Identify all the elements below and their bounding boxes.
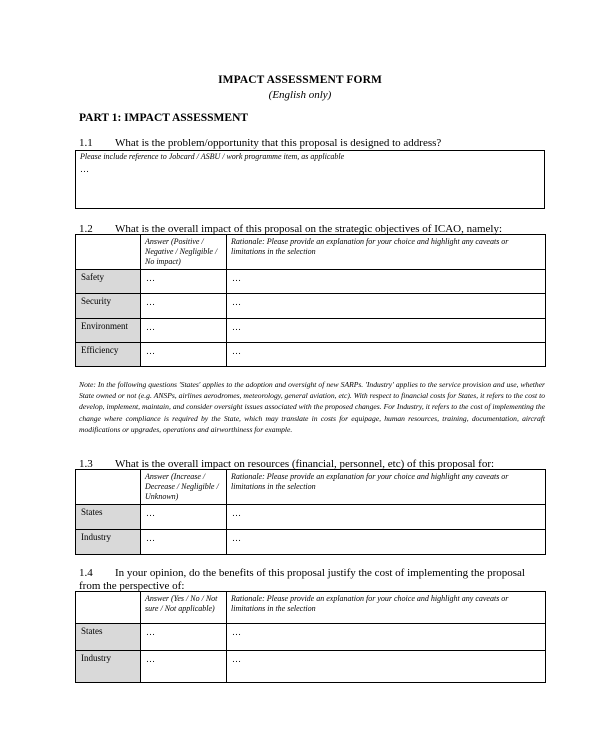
rationale-cell[interactable]: … — [227, 505, 546, 530]
table-row — [76, 624, 546, 651]
answer-cell[interactable]: … — [141, 343, 227, 367]
question-1-3-table — [75, 469, 546, 555]
table-row — [76, 343, 546, 367]
column-header-rationale: Rationale: Please provide an explanation for your choice and highlight any caveats or limitations in the selection — [227, 470, 546, 505]
row-label-security: Security — [76, 294, 141, 319]
form-subtitle: (English only) — [268, 89, 332, 101]
question-1-1-number: 1.1 — [79, 137, 93, 149]
question-1-4-text: In your opinion, do the benefits of this proposal justify the cost of implementing the proposal from the perspective of: — [79, 567, 525, 592]
row-label-states: States — [76, 624, 141, 651]
column-header-rationale: Rationale: Please provide an explanation for your choice and highlight any caveats or limitations in the selection — [227, 235, 546, 270]
rationale-cell[interactable]: … — [227, 651, 546, 683]
table-header-row — [76, 235, 546, 270]
explanatory-note: Note: In the following questions 'States' applies to the adoption and oversight of new SARPs. 'Industry' applies to the service provision and use, whether State owned or not (e.g. ANSPs, airlines aerodromes, meteorology, general aviation, etc). With respect to financial costs for States, it refers to the cost to develop, implement, maintain, and consider oversight issues associated with the proposed changes. For Industry, it refers to the cost of implementing the change where compliance is required by the State, which may translate in costs for equipage, human resources, training, documentation, aircraft modifications or upgrades, operations and airworthiness for example. — [79, 380, 545, 434]
table-corner-cell — [76, 470, 141, 505]
table-header-row — [76, 470, 546, 505]
row-label-safety: Safety — [76, 270, 141, 294]
rationale-cell[interactable]: … — [227, 270, 546, 294]
question-1-1-answer[interactable]: … — [80, 164, 89, 174]
question-1-4-number: 1.4 — [79, 567, 93, 579]
question-1-3-number: 1.3 — [79, 458, 93, 470]
answer-cell[interactable]: … — [141, 294, 227, 319]
row-label-efficiency: Efficiency — [76, 343, 141, 367]
rationale-cell[interactable]: … — [227, 294, 546, 319]
table-corner-cell — [76, 592, 141, 624]
rationale-cell[interactable]: … — [227, 343, 546, 367]
question-1-1-hint: Please include reference to Jobcard / ASBU / work programme item, as applicable — [80, 152, 345, 161]
part-heading: PART 1: IMPACT ASSESSMENT — [79, 112, 249, 124]
table-row — [76, 651, 546, 683]
row-label-environment: Environment — [76, 319, 141, 343]
column-header-answer: Answer (Positive / Negative / Negligible / No impact) — [141, 235, 227, 270]
answer-cell[interactable]: … — [141, 624, 227, 651]
question-1-4-table — [75, 591, 546, 683]
answer-cell[interactable]: … — [141, 319, 227, 343]
answer-cell[interactable]: … — [141, 270, 227, 294]
answer-cell[interactable]: … — [141, 505, 227, 530]
question-1-1-text: What is the problem/opportunity that this proposal is designed to address? — [115, 137, 442, 149]
question-1-2-table — [75, 234, 546, 367]
table-row — [76, 270, 546, 294]
question-1-1-answer-box[interactable] — [75, 150, 545, 209]
table-header-row — [76, 592, 546, 624]
table-row — [76, 319, 546, 343]
rationale-cell[interactable]: … — [227, 319, 546, 343]
question-1-3-text: What is the overall impact on resources (financial, personnel, etc) of this proposal for: — [115, 458, 495, 470]
column-header-answer: Answer (Increase / Decrease / Negligible / Unknown) — [141, 470, 227, 505]
row-label-industry: Industry — [76, 530, 141, 555]
row-label-states: States — [76, 505, 141, 530]
column-header-rationale: Rationale: Please provide an explanation for your choice and highlight any caveats or limitations in the selection — [227, 592, 546, 624]
table-row — [76, 505, 546, 530]
answer-cell[interactable]: … — [141, 530, 227, 555]
table-corner-cell — [76, 235, 141, 270]
rationale-cell[interactable]: … — [227, 624, 546, 651]
table-row — [76, 294, 546, 319]
question-1-2-number: 1.2 — [79, 223, 93, 235]
rationale-cell[interactable]: … — [227, 530, 546, 555]
row-label-industry: Industry — [76, 651, 141, 683]
question-1-2-text: What is the overall impact of this proposal on the strategic objectives of ICAO, namely: — [115, 223, 503, 235]
form-title: IMPACT ASSESSMENT FORM — [218, 74, 382, 86]
table-row — [76, 530, 546, 555]
column-header-answer: Answer (Yes / No / Not sure / Not applicable) — [141, 592, 227, 624]
answer-cell[interactable]: … — [141, 651, 227, 683]
